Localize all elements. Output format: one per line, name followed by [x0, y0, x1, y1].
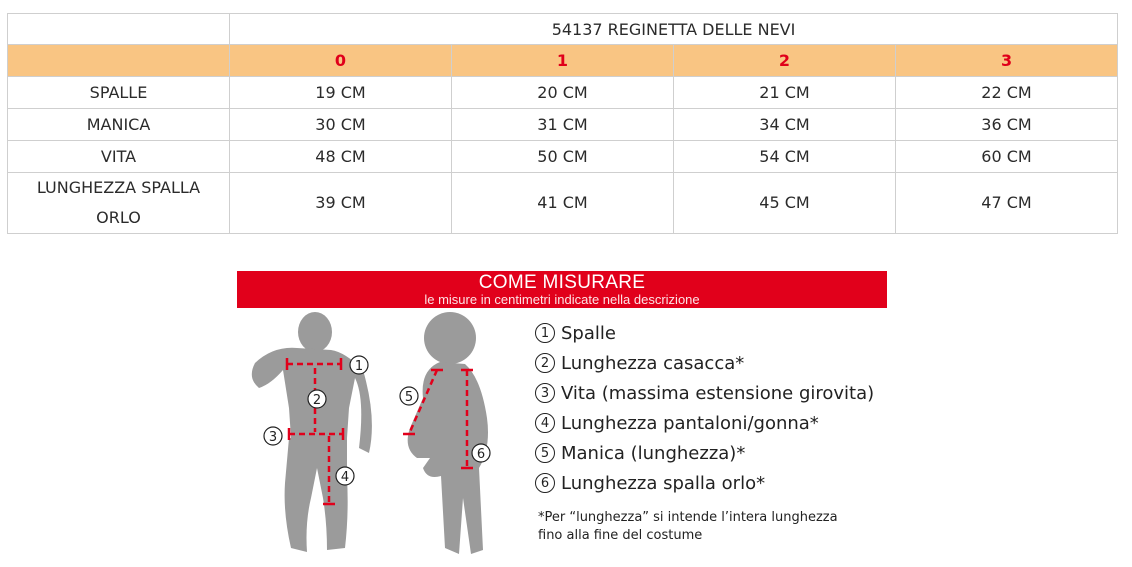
table-cell: 54 CM [674, 141, 896, 173]
row-label [8, 173, 230, 234]
legend-item [535, 468, 895, 498]
legend-text: Manica (lunghezza)* [561, 442, 746, 464]
legend-number: 1 [535, 323, 555, 343]
marker-2: 2 [312, 393, 322, 408]
legend-text: Lunghezza casacca* [561, 352, 745, 374]
table-row [8, 141, 1118, 173]
measurement-figures [245, 308, 505, 563]
marker-6: 6 [476, 447, 486, 462]
marker-3: 3 [268, 430, 278, 445]
table-cell: 30 CM [230, 109, 452, 141]
legend-item [535, 408, 895, 438]
table-cell: 39 CM [230, 173, 452, 234]
banner-title: COME MISURARE [478, 272, 646, 293]
marker-4: 4 [340, 470, 350, 485]
legend-item [535, 378, 895, 408]
size-header: 0 [230, 45, 452, 77]
table-cell: 47 CM [896, 173, 1118, 234]
row-label-line: ORLO [96, 208, 141, 227]
banner-subtitle: le misure in centimetri indicate nella descrizione [424, 292, 700, 307]
table-cell: 20 CM [452, 77, 674, 109]
marker-1: 1 [354, 359, 364, 374]
legend-number: 5 [535, 443, 555, 463]
table-cell: 34 CM [674, 109, 896, 141]
table-cell: 22 CM [896, 77, 1118, 109]
legend-footnote: *Per “lunghezza” si intende l’intera lunghezza fino alla fine del costume [538, 510, 838, 543]
row-label: SPALLE [8, 77, 230, 109]
marker-5: 5 [404, 390, 414, 405]
product-title: 54137 REGINETTA DELLE NEVI [230, 14, 1118, 45]
table-cell: 45 CM [674, 173, 896, 234]
row-label: VITA [8, 141, 230, 173]
size-table [7, 13, 1118, 234]
size-header-row [8, 45, 1118, 77]
measure-legend [535, 318, 895, 498]
table-cell: 19 CM [230, 77, 452, 109]
legend-number: 2 [535, 353, 555, 373]
legend-number: 6 [535, 473, 555, 493]
legend-text: Spalle [561, 322, 616, 344]
corner-cell [8, 14, 230, 45]
legend-text: Vita (massima estensione girovita) [561, 382, 875, 404]
table-cell: 50 CM [452, 141, 674, 173]
size-header-empty [8, 45, 230, 77]
table-cell: 41 CM [452, 173, 674, 234]
legend-item [535, 348, 895, 378]
legend-item [535, 438, 895, 468]
size-header: 2 [674, 45, 896, 77]
child-side-silhouette [408, 312, 488, 554]
table-cell: 21 CM [674, 77, 896, 109]
legend-text: Lunghezza spalla orlo* [561, 472, 766, 494]
table-row [8, 109, 1118, 141]
table-cell: 60 CM [896, 141, 1118, 173]
table-cell: 31 CM [452, 109, 674, 141]
table-cell: 48 CM [230, 141, 452, 173]
legend-item [535, 318, 895, 348]
title-row [8, 14, 1118, 45]
table-row [8, 173, 1118, 234]
legend-number: 4 [535, 413, 555, 433]
row-label: MANICA [8, 109, 230, 141]
table-cell: 36 CM [896, 109, 1118, 141]
measure-banner [237, 271, 887, 308]
size-header: 3 [896, 45, 1118, 77]
legend-number: 3 [535, 383, 555, 403]
table-row [8, 77, 1118, 109]
size-header: 1 [452, 45, 674, 77]
row-label-line: LUNGHEZZA SPALLA [36, 178, 201, 197]
legend-text: Lunghezza pantaloni/gonna* [561, 412, 819, 434]
